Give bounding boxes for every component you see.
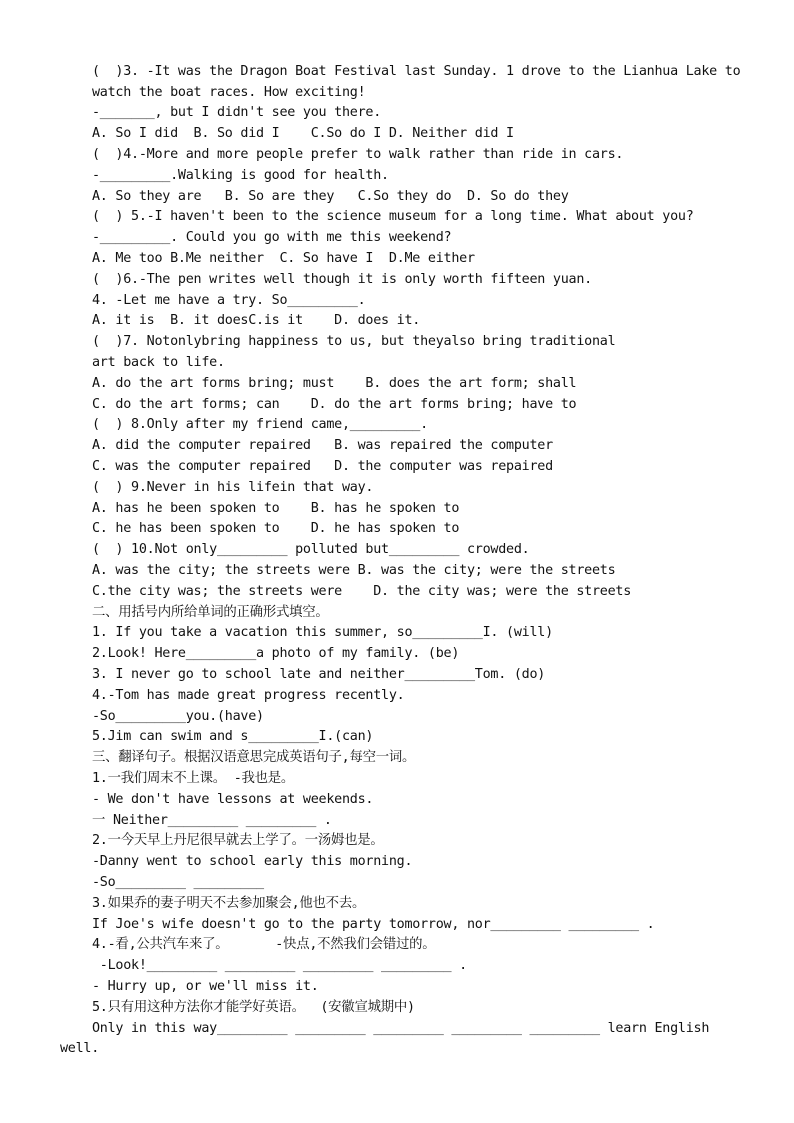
s3-line-5: -Danny went to school early this morning.: [92, 854, 413, 869]
q9-stem: ( ) 9.Never in his lifein that way.: [92, 480, 374, 495]
s3-line-6: -So_________ _________: [92, 875, 264, 890]
s2-item-2: 2.Look! Here_________a photo of my family. (be): [92, 646, 460, 661]
q3-stem: ( )3. -It was the Dragon Boat Festival last Sunday. 1 drove to the Lianhua Lake to: [92, 64, 741, 79]
q10-options-1: A. was the city; the streets were B. was the city; were the streets: [92, 563, 616, 578]
s3-line-8: If Joe's wife doesn't go to the party tomorrow, nor_________ _________ .: [92, 917, 655, 932]
q7-options-1: A. do the art forms bring; must B. does the art form; shall: [92, 376, 577, 391]
q6-stem: ( )6.-The pen writes well though it is only worth fifteen yuan.: [92, 272, 592, 287]
s3-line-1: 1.一我们周末不上课。 -我也是。: [92, 771, 295, 786]
s2-item-1: 1. If you take a vacation this summer, so_________I. (will): [92, 625, 553, 640]
q3-reply: -_______, but I didn't see you there.: [92, 105, 382, 120]
q9-options-2: C. he has been spoken to D. he has spoken to: [92, 521, 460, 536]
q8-options-1: A. did the computer repaired B. was repaired the computer: [92, 438, 553, 453]
q4-options: A. So they are B. So are they C.So they do D. So do they: [92, 189, 569, 204]
s3-line-13: Only in this way_________ _________ _________ _________ _________ learn English: [92, 1021, 710, 1036]
q8-stem: ( ) 8.Only after my friend came,_________.: [92, 417, 428, 432]
s2-item-3: 3. I never go to school late and neither_________Tom. (do): [92, 667, 546, 682]
s3-line-4: 2.一今天早上丹尼很早就去上学了。一汤姆也是。: [92, 833, 384, 848]
q4-reply: -_________.Walking is good for health.: [92, 168, 389, 183]
s3-line-9: 4.-看,公共汽车来了。 -快点,不然我们会错过的。: [92, 937, 436, 952]
s3-line-2: - We don't have lessons at weekends.: [92, 792, 374, 807]
s3-line-7: 3.如果乔的妻子明天不去参加聚会,他也不去。: [92, 896, 366, 911]
s3-line-14: well.: [60, 1041, 100, 1056]
q7-options-2: C. do the art forms; can D. do the art forms bring; have to: [92, 397, 577, 412]
s3-line-11: - Hurry up, or we'll miss it.: [92, 979, 319, 994]
q6-reply: 4. -Let me have a try. So_________.: [92, 293, 366, 308]
q7-stem-cont: art back to life.: [92, 355, 225, 370]
q3-options: A. So I did B. So did I C.So do I D. Neither did I: [92, 126, 514, 141]
section3-heading: 三、翻译句子。根据汉语意思完成英语句子,每空一词。: [92, 750, 416, 765]
s2-item-4: 4.-Tom has made great progress recently.: [92, 688, 405, 703]
q10-options-2: C.the city was; the streets were D. the city was; were the streets: [92, 584, 632, 599]
s3-line-10: -Look!_________ _________ _________ _________ .: [92, 958, 467, 973]
q10-stem: ( ) 10.Not only_________ polluted but_________ crowded.: [92, 542, 530, 557]
s3-line-3: 一 Neither_________ _________ .: [92, 813, 332, 828]
s3-line-12: 5.只有用这种方法你才能学好英语。 (安徽宣城期中): [92, 1000, 415, 1015]
q6-options: A. it is B. it doesC.is it D. does it.: [92, 313, 421, 328]
q7-stem: ( )7. Notonlybring happiness to us, but theyalso bring traditional: [92, 334, 616, 349]
q9-options-1: A. has he been spoken to B. has he spoken to: [92, 501, 460, 516]
s2-item-4-reply: -So_________you.(have): [92, 709, 264, 724]
q5-options: A. Me too B.Me neither C. So have I D.Me either: [92, 251, 475, 266]
q3-stem-cont: watch the boat races. How exciting!: [92, 85, 366, 100]
section2-heading: 二、用括号内所给单词的正确形式填空。: [92, 605, 329, 620]
q4-stem: ( )4.-More and more people prefer to walk rather than ride in cars.: [92, 147, 624, 162]
q5-stem: ( ) 5.-I haven't been to the science museum for a long time. What about you?: [92, 209, 694, 224]
q8-options-2: C. was the computer repaired D. the computer was repaired: [92, 459, 553, 474]
s2-item-5: 5.Jim can swim and s_________I.(can): [92, 729, 374, 744]
q5-reply: -_________. Could you go with me this weekend?: [92, 230, 452, 245]
